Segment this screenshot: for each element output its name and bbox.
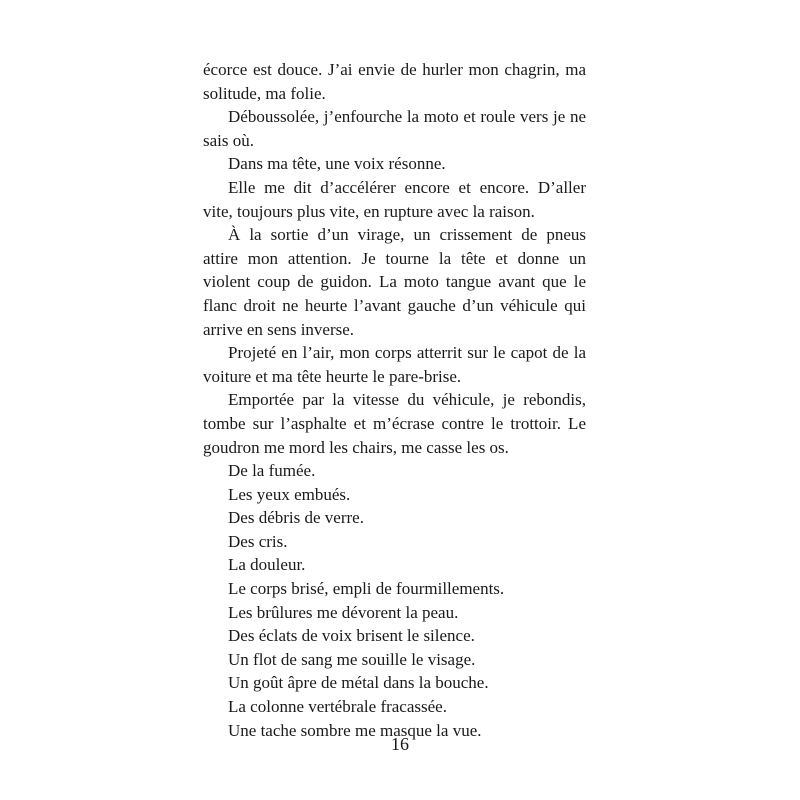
paragraph: Déboussolée, j’enfourche la moto et roule vers je ne sais où. bbox=[203, 107, 586, 150]
paragraph: La douleur. bbox=[228, 555, 306, 575]
body-text bbox=[203, 58, 586, 742]
paragraph: De la fumée. bbox=[228, 461, 316, 481]
paragraph: Une tache sombre me masque la vue. bbox=[228, 720, 482, 740]
page-number: 16 bbox=[391, 734, 409, 754]
paragraph: Le corps brisé, empli de fourmillements. bbox=[228, 579, 505, 599]
paragraph: Les brûlures me dévorent la peau. bbox=[228, 602, 459, 622]
paragraph: Des éclats de voix brisent le silence. bbox=[228, 626, 475, 646]
paragraph: Projeté en l’air, mon corps atterrit sur le capot de la voiture et ma tête heurte le pare-brise. bbox=[203, 343, 586, 386]
paragraph: Dans ma tête, une voix résonne. bbox=[228, 154, 446, 174]
paragraph: Un flot de sang me souille le visage. bbox=[228, 649, 476, 669]
paragraph: Des débris de verre. bbox=[228, 508, 364, 528]
paragraph: Les yeux embués. bbox=[228, 484, 351, 504]
paragraph: Des cris. bbox=[228, 531, 288, 551]
paragraph: Emportée par la vitesse du véhicule, je rebondis, tombe sur l’asphalte et m’écrase contre le trottoir. Le goudron me mord les chairs, me casse les os. bbox=[203, 390, 586, 457]
paragraph: écorce est douce. J’ai envie de hurler mon chagrin, ma solitude, ma folie. bbox=[203, 60, 586, 103]
paragraph: La colonne vertébrale fracassée. bbox=[228, 697, 447, 717]
paragraph: Un goût âpre de métal dans la bouche. bbox=[228, 673, 489, 693]
paragraph: Elle me dit d’accélérer encore et encore. D’aller vite, toujours plus vite, en rupture avec la raison. bbox=[203, 177, 586, 221]
paragraph: À la sortie d’un virage, un crissement de pneus attire mon attention. Je tourne la tête et donne un violent coup de guidon. La moto tangue avant que le flanc droit ne heurte l’avant gauche d’un véhicule qui arrive en sens inverse. bbox=[203, 225, 586, 339]
